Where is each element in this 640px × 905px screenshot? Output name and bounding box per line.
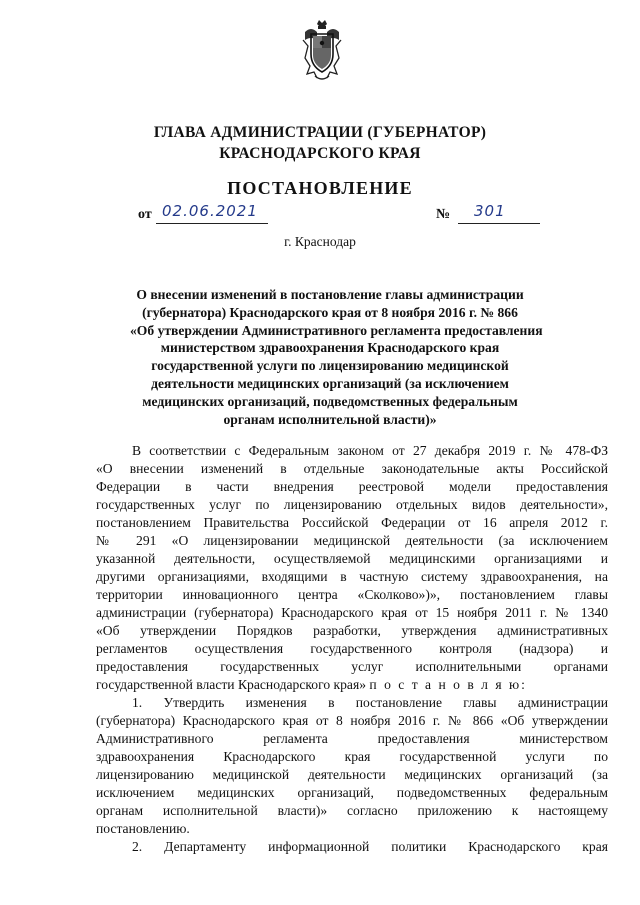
item-line: лицензированию медицинской деятельности медицинских организаций (за bbox=[96, 767, 608, 782]
header-line-2: КРАСНОДАРСКОГО КРАЯ bbox=[219, 145, 421, 162]
body-line-last bbox=[96, 676, 608, 694]
decree-subject-title bbox=[130, 286, 543, 428]
item-line: постановлению. bbox=[96, 821, 190, 836]
coat-of-arms-emblem bbox=[299, 18, 345, 84]
date-field bbox=[156, 202, 268, 224]
body-line: указанной деятельности, осуществляемой медицинскими организациями и bbox=[96, 551, 608, 566]
body-line: «Об утверждении Порядков разработки, утверждения административных bbox=[96, 623, 608, 638]
city-name: г. Краснодар bbox=[284, 234, 356, 249]
title-line: О внесении изменений в постановление главы администрации bbox=[136, 287, 524, 302]
document-type-title: ПОСТАНОВЛЕНИЕ bbox=[227, 178, 413, 198]
body-line: другими организациями, входящими в частную систему здравоохранения, на bbox=[96, 569, 608, 584]
handwritten-number: 301 bbox=[474, 202, 506, 220]
title-line: деятельности медицинских организаций (за исключением bbox=[151, 375, 509, 391]
title-line: органам исполнительной власти)» bbox=[223, 411, 437, 427]
body-line: В соответствии с Федеральным законом от 27 декабря 2019 г. № 478-ФЗ bbox=[132, 443, 608, 458]
item-line: исключением медицинских организаций, подведомственных федеральным bbox=[96, 785, 608, 800]
handwritten-date: 02.06.2021 bbox=[162, 202, 258, 220]
body-line: «О внесении изменений в отдельные законодательные акты Российской bbox=[96, 461, 608, 476]
body-line: территории инновационного центра «Сколково»)», постановлением главы bbox=[96, 587, 608, 602]
body-line: Федерации в части внедрения реестровой модели предоставления bbox=[96, 479, 608, 494]
title-line: министерством здравоохранения Краснодарского края bbox=[160, 340, 500, 356]
title-line: «Об утверждении Административного регламента предоставления bbox=[130, 322, 543, 338]
body-line: администрации (губернатора) Краснодарского края от 15 ноября 2011 г. № 1340 bbox=[96, 605, 608, 620]
item-line: 1. Утвердить изменения в постановление главы администрации bbox=[132, 695, 608, 710]
number-prefix: № bbox=[436, 207, 451, 222]
item-1-paragraph bbox=[96, 694, 608, 838]
body-line: регламентов осуществления государственного контроля (надзора) и bbox=[96, 641, 608, 656]
title-line: (губернатора) Краснодарского края от 8 ноября 2016 г. № 866 bbox=[142, 304, 518, 320]
item-line: Административного регламента предоставления министерством bbox=[96, 731, 608, 746]
item-line: здравоохранения Краснодарского края государственной услуги по bbox=[96, 749, 608, 764]
title-line: медицинских организаций, подведомственных федеральным bbox=[142, 393, 518, 409]
body-line: постановлением Правительства Российской Федерации от 16 апреля 2012 г. bbox=[96, 515, 608, 530]
number-field bbox=[458, 202, 540, 224]
resolve-word: п о с т а н о в л я ю: bbox=[369, 677, 527, 692]
item-line: (губернатора) Краснодарского края от 8 ноября 2016 г. № 866 «Об утверждении bbox=[96, 713, 608, 728]
body-line-text: государственной власти Краснодарского края» bbox=[96, 677, 367, 692]
title-line: государственной услуги по лицензированию медицинской bbox=[151, 358, 509, 374]
header-line-1: ГЛАВА АДМИНИСТРАЦИИ (ГУБЕРНАТОР) bbox=[153, 124, 487, 141]
item-line: 2. Департаменту информационной политики Краснодарского края bbox=[132, 839, 608, 854]
body-line: государственных услуг по лицензированию отдельных видов деятельности», bbox=[96, 497, 608, 512]
body-line: предоставления государственных услуг исполнительными органами bbox=[96, 659, 608, 674]
item-2-paragraph bbox=[96, 838, 608, 856]
date-number-row bbox=[138, 202, 538, 229]
item-line: органам исполнительной власти)» согласно приложению к настоящему bbox=[96, 803, 608, 818]
body-line: № 291 «О лицензировании медицинской деятельности (за исключением bbox=[96, 533, 608, 548]
preamble-paragraph bbox=[96, 442, 608, 694]
date-prefix: от bbox=[138, 207, 152, 222]
